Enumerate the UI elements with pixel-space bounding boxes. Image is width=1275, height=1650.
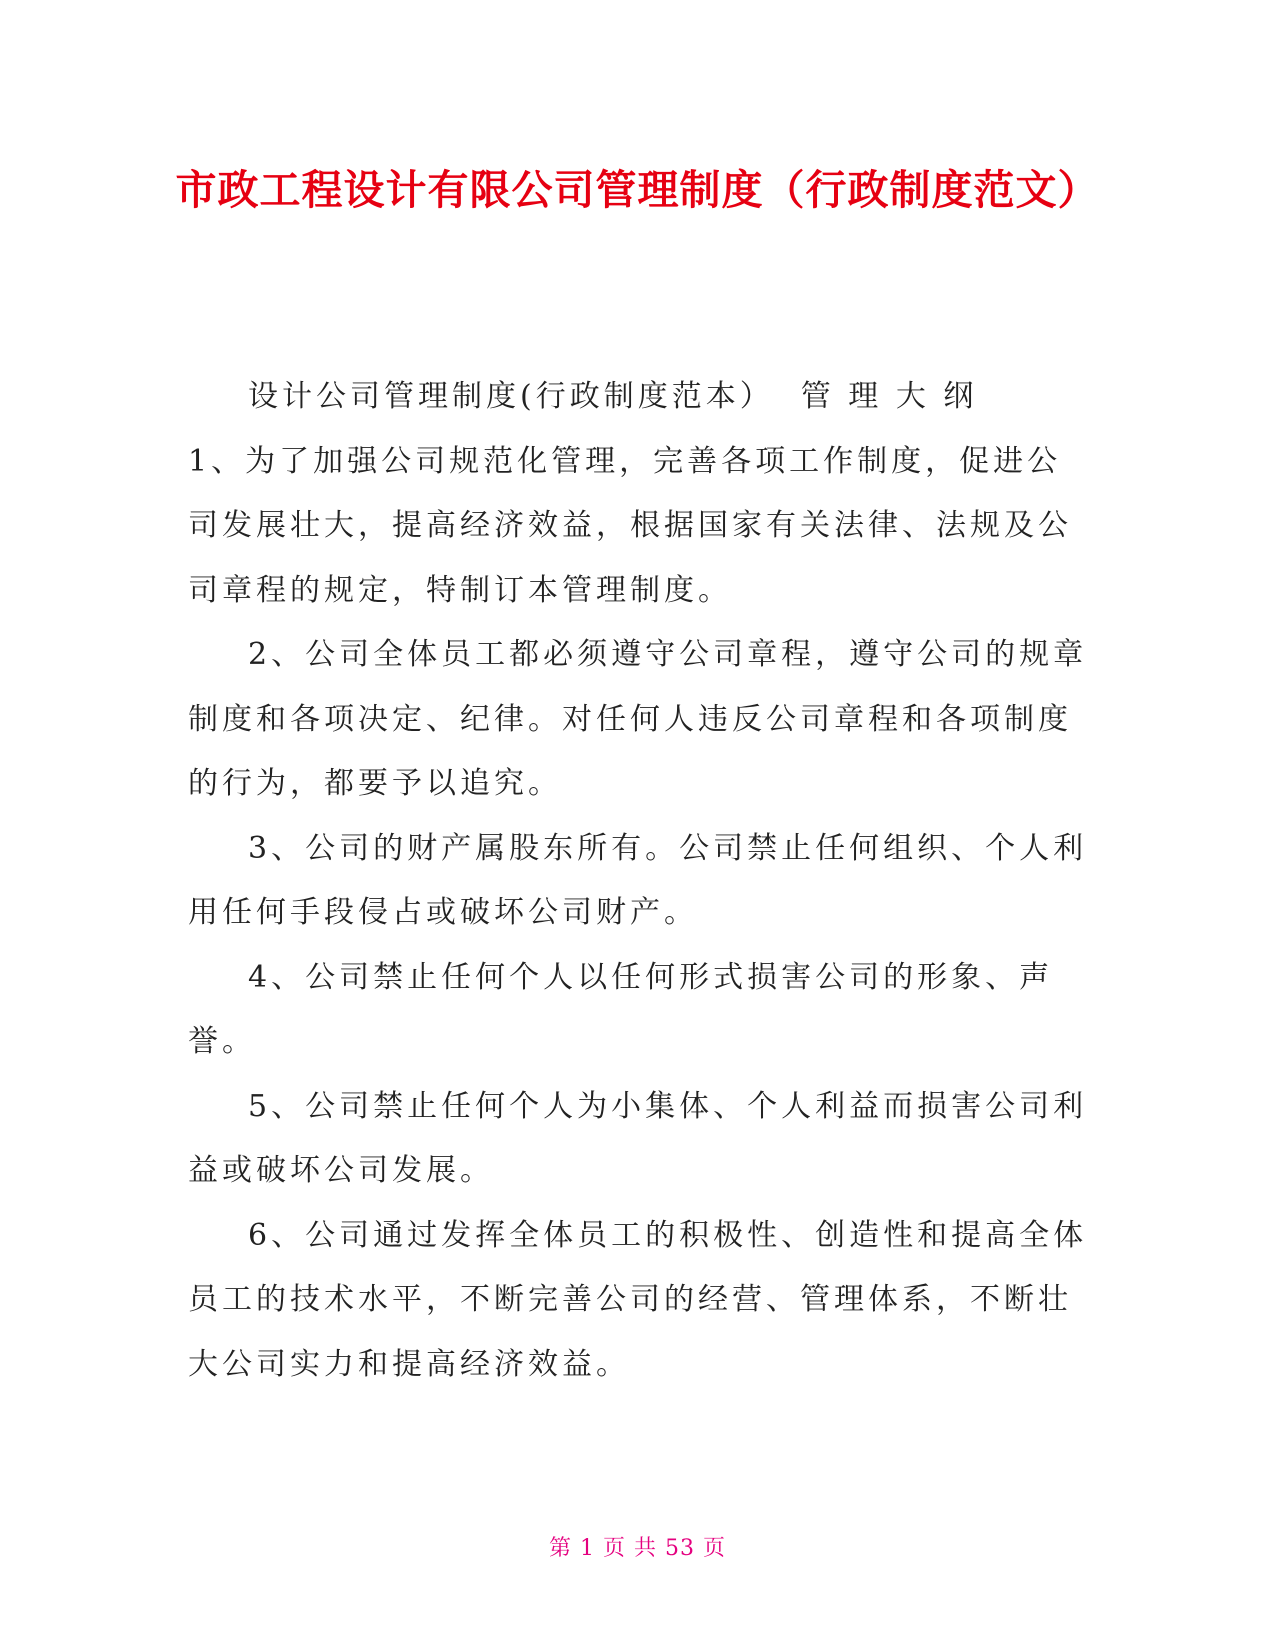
paragraph-6: 6、公司通过发挥全体员工的积极性、创造性和提高全体员工的技术水平，不断完善公司的经营、管理体系，不断壮大公司实力和提高经济效益。 (188, 1217, 1088, 1382)
outline-heading: 设计公司管理制度(行政制度范本） 管 理 大 纲 (248, 379, 978, 414)
document-title: 市政工程设计有限公司管理制度（行政制度范文） (175, 166, 1100, 214)
page-number-footer: 第 1 页 共 53 页 (549, 1536, 726, 1561)
paragraph-1: 1、为了加强公司规范化管理，完善各项工作制度，促进公司发展壮大，提高经济效益，根据国家有关法律、法规及公司章程的规定，特制订本管理制度。 (188, 443, 1072, 608)
paragraph-3: 3、公司的财产属股东所有。公司禁止任何组织、个人利用任何手段侵占或破坏公司财产。 (188, 830, 1088, 930)
paragraph-4: 4、公司禁止任何个人以任何形式损害公司的形象、声誉。 (188, 959, 1054, 1059)
paragraph-5: 5、公司禁止任何个人为小集体、个人利益而损害公司利益或破坏公司发展。 (188, 1088, 1088, 1188)
paragraph-2: 2、公司全体员工都必须遵守公司章程，遵守公司的规章制度和各项决定、纪律。对任何人违反公司章程和各项制度的行为，都要予以追究。 (188, 637, 1088, 801)
document-body (188, 365, 1088, 1397)
